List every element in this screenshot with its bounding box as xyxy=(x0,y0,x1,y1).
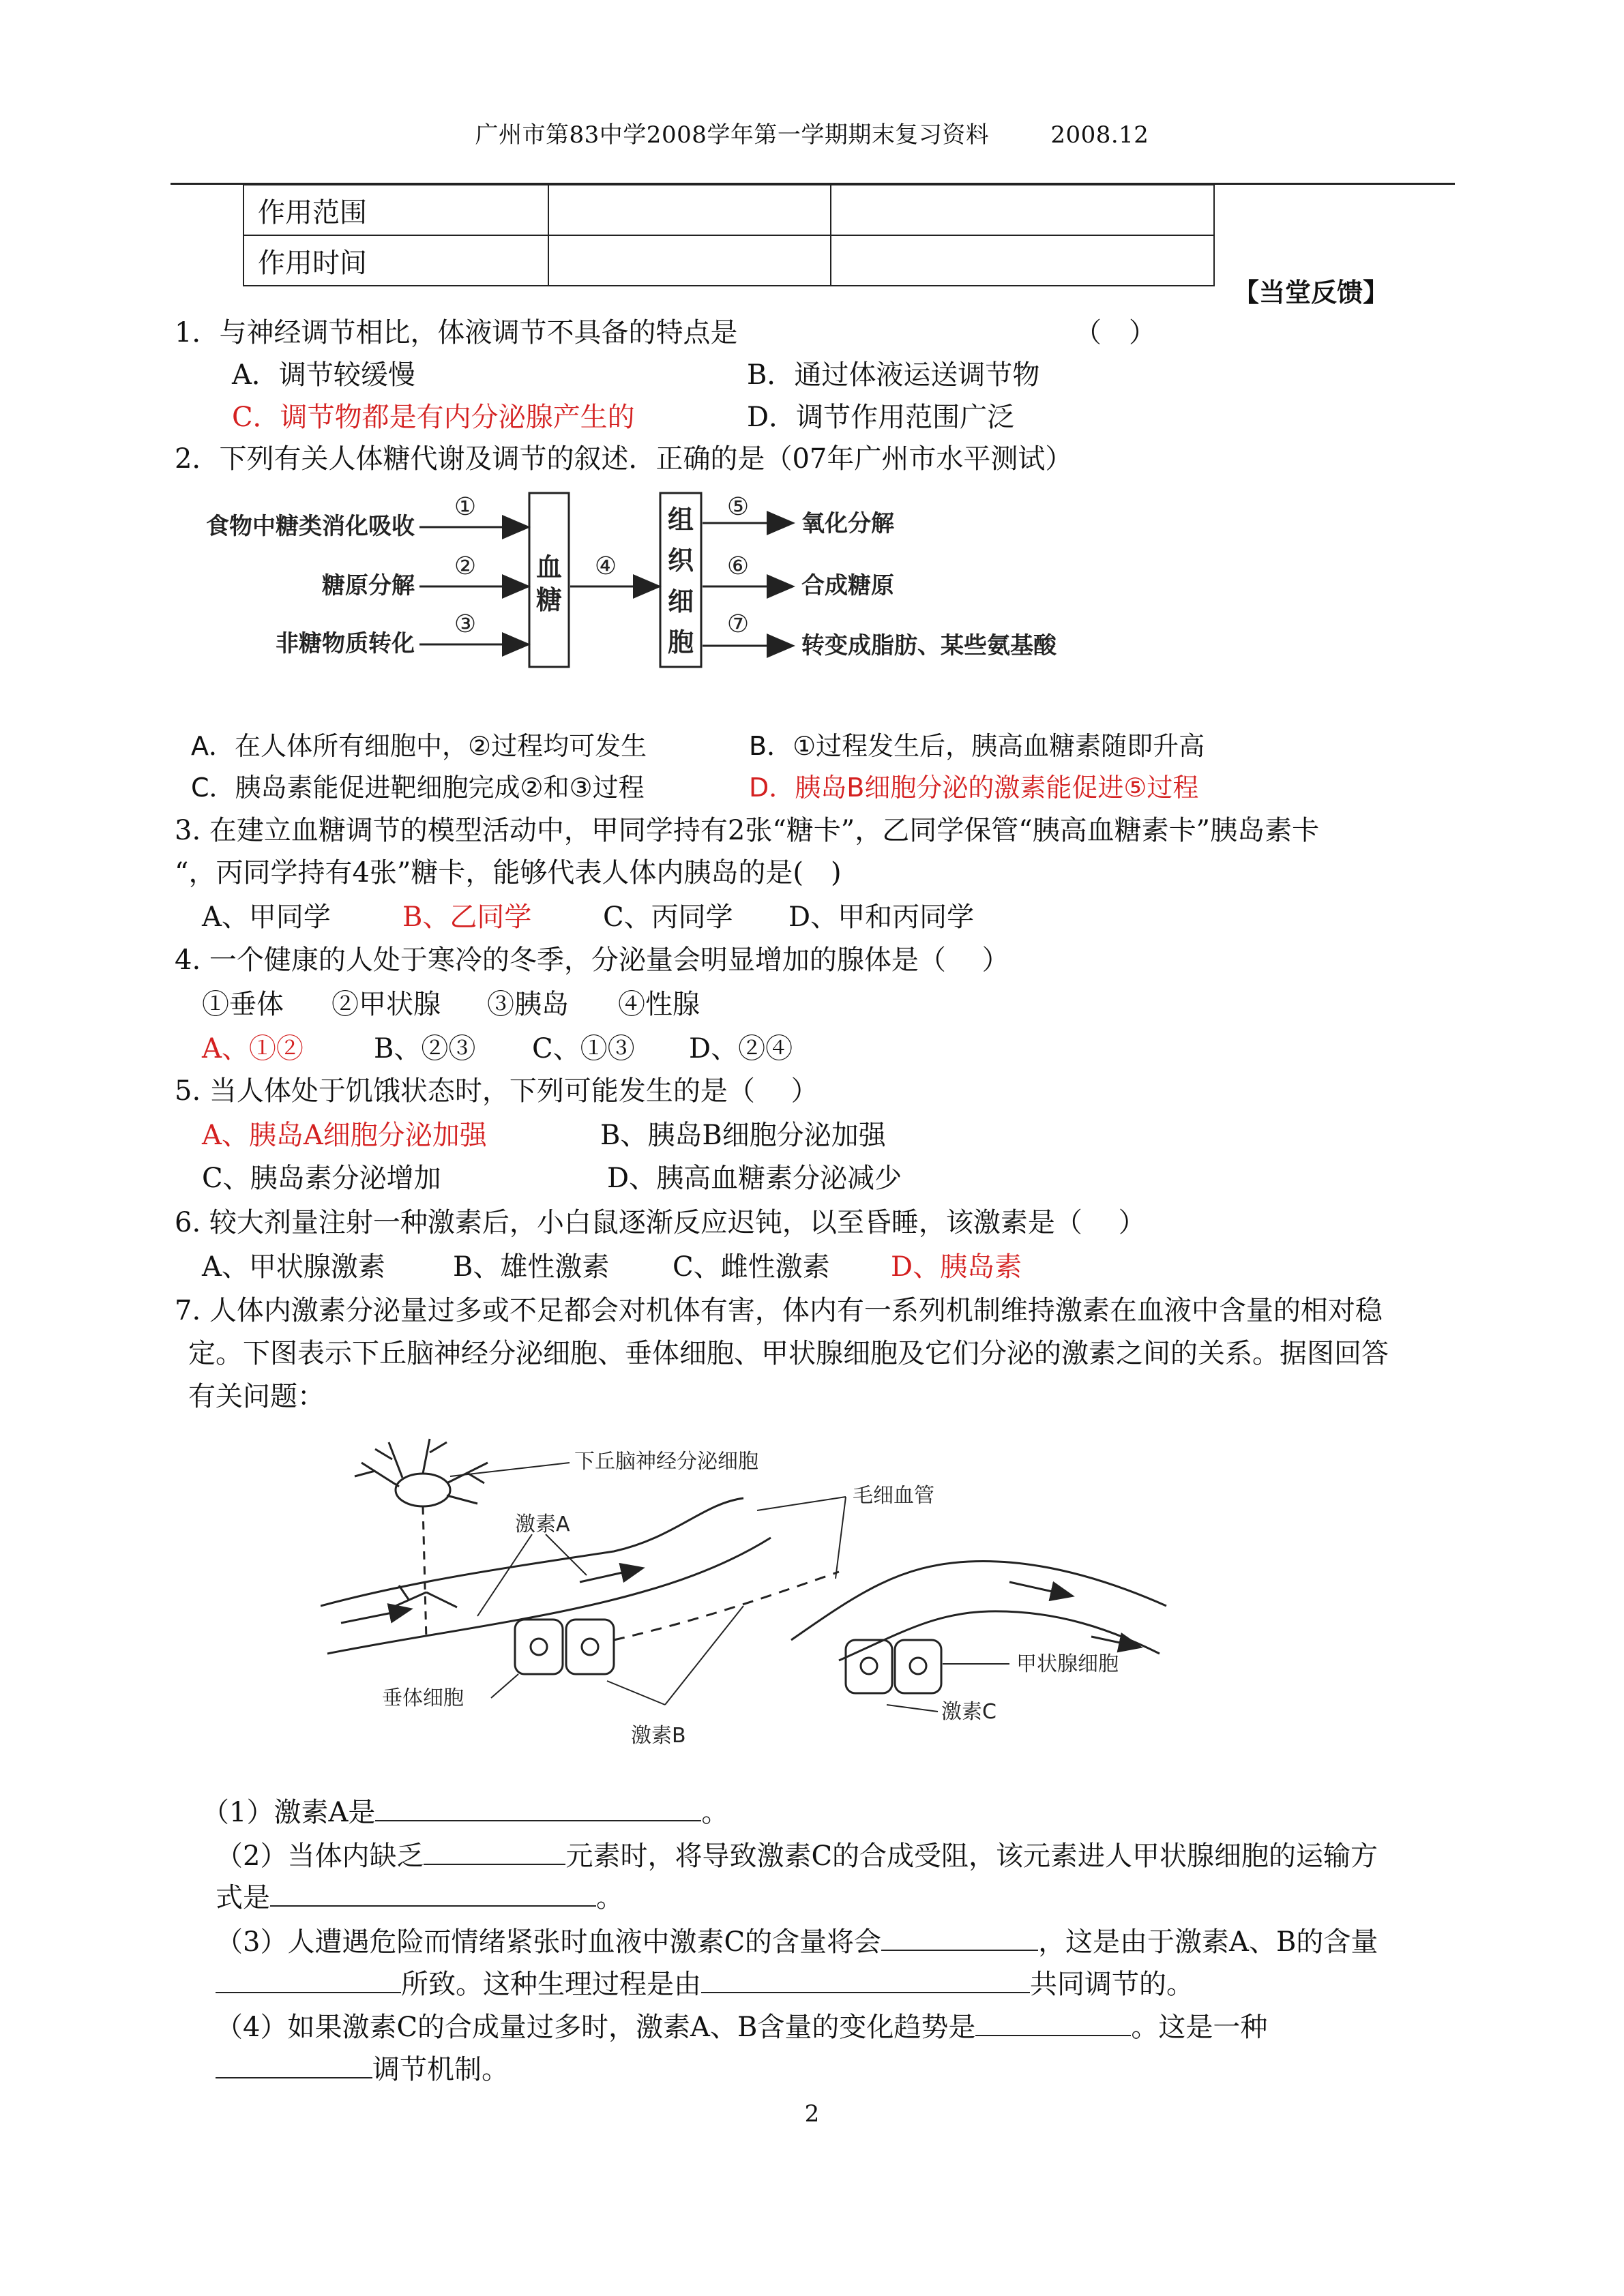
table-cell-label: 作用范围 xyxy=(243,185,548,235)
header-date: 2008.12 xyxy=(1050,121,1149,149)
q4-option-d: D、②④ xyxy=(689,1033,793,1064)
q6-option-b: B、雄性激素 xyxy=(453,1251,610,1283)
q5-stem: 5. 当人体处于饥饿状态时，下列可能发生的是（ ） xyxy=(175,1075,818,1107)
num-3: ③ xyxy=(454,610,477,638)
label-hypothalamus: 下丘脑神经分泌细胞 xyxy=(574,1450,758,1474)
page-number: 2 xyxy=(804,2100,820,2128)
answer-blank[interactable] xyxy=(424,1838,565,1865)
q7-sub2-text-a: （2）当体内缺乏 xyxy=(216,1840,424,1872)
answer-blank[interactable] xyxy=(701,1966,1030,1993)
q6-stem: 6. 较大剂量注射一种激素后，小白鼠逐渐反应迟钝，以至昏睡，该激素是（ ） xyxy=(175,1207,1146,1238)
q7-sub1-end: 。 xyxy=(701,1797,729,1828)
q1-stem: 1．与神经调节相比，体液调节不具备的特点是 xyxy=(175,317,738,348)
q7-sub4-text-b: 。这是一种 xyxy=(1131,2012,1268,2043)
q2-option-c: C．胰岛素能促进靶细胞完成②和③过程 xyxy=(191,773,645,803)
pituitary-cells xyxy=(515,1620,614,1674)
q4-item-3: ③胰岛 xyxy=(487,989,569,1020)
neuron-drawing xyxy=(355,1439,488,1640)
box2-char: 细 xyxy=(667,586,694,616)
output-conversion: 转变成脂肪、某些氨基酸 xyxy=(801,632,1057,659)
box2-char: 织 xyxy=(667,546,694,576)
q4-option-a: A、①② xyxy=(202,1033,304,1064)
q1-option-b: B．通过体液运送调节物 xyxy=(747,359,1040,391)
q7-sub3 xyxy=(216,1922,1378,1963)
q7-sub3-cont xyxy=(216,1964,1194,2005)
q3-stem-line2: “，丙同学持有4张”糖卡，能够代表人体内胰岛的是( ) xyxy=(175,857,842,889)
num-6: ⑥ xyxy=(726,552,750,580)
table-row xyxy=(243,185,1214,235)
q7-sub3-text-a: （3）人遭遇危险而情绪紧张时血液中激素C的含量将会 xyxy=(216,1926,882,1958)
q7-sub4 xyxy=(216,2007,1267,2048)
q7-sub4-text-c: 调节机制。 xyxy=(372,2054,509,2085)
q2-option-b: B．①过程发生后，胰高血糖素随即升高 xyxy=(749,731,1205,761)
answer-blank[interactable] xyxy=(270,1879,596,1907)
box2-char: 组 xyxy=(667,505,694,535)
table-cell-label: 作用时间 xyxy=(243,235,548,286)
q7-sub4-cont xyxy=(216,2049,509,2090)
comparison-table xyxy=(243,184,1215,286)
capillary-vessels xyxy=(321,1498,1166,1660)
q3-option-a: A、甲同学 xyxy=(202,901,331,933)
q4-item-2: ②甲状腺 xyxy=(331,989,441,1020)
q3-option-c: C、丙同学 xyxy=(603,901,733,933)
q7-sub2 xyxy=(216,1836,1378,1877)
q7-sub1-text: （1）激素A是 xyxy=(202,1797,376,1828)
q3-option-d: D、甲和丙同学 xyxy=(788,901,975,933)
q1-bracket: （ ） xyxy=(1074,317,1156,348)
q7-sub2-end: 。 xyxy=(596,1882,623,1913)
q7-sub3-text-b: ，这是由于激素A、B的含量 xyxy=(1038,1926,1378,1958)
q7-sub3-text-c: 所致。这种生理过程是由 xyxy=(401,1969,701,2000)
box1-char: 糖 xyxy=(535,585,563,615)
header-title: 广州市第83中学2008学年第一学期期末复习资料 xyxy=(475,121,990,149)
output-oxidation: 氧化分解 xyxy=(801,510,894,537)
q3-option-b: B、乙同学 xyxy=(402,901,532,933)
q2-option-a: A．在人体所有细胞中，②过程均可发生 xyxy=(191,731,647,761)
page-header xyxy=(0,116,1624,149)
q2-stem: 2．下列有关人体糖代谢及调节的叙述．正确的是（07年广州市水平测试） xyxy=(175,443,1073,475)
q4-option-c: C、①③ xyxy=(532,1033,635,1064)
source-gluconeogenesis: 非糖物质转化 xyxy=(276,630,415,657)
q2-option-d: D．胰岛B细胞分泌的激素能促进⑤过程 xyxy=(749,773,1199,803)
glucose-metabolism-diagram xyxy=(184,488,1071,672)
q5-option-b: B、胰岛B细胞分泌加强 xyxy=(600,1120,886,1151)
q7-sub4-text-a: （4）如果激素C的合成量过多时，激素A、B含量的变化趋势是 xyxy=(216,2012,976,2043)
q5-option-d: D、胰高血糖素分泌减少 xyxy=(607,1163,902,1194)
output-glycogen: 合成糖原 xyxy=(801,572,894,599)
box2-char: 胞 xyxy=(667,627,694,657)
q7-sub1 xyxy=(202,1792,728,1833)
q1-option-c: C．调节物都是有内分泌腺产生的 xyxy=(232,402,635,433)
q7-stem-line2: 定。下图表示下丘脑神经分泌细胞、垂体细胞、甲状腺细胞及它们分泌的激素之间的关系。据图回答 xyxy=(188,1338,1389,1369)
source-digestion: 食物中糖类消化吸收 xyxy=(206,513,415,540)
table-cell xyxy=(831,235,1214,286)
q3-stem-line1: 3. 在建立血糖调节的模型活动中，甲同学持有2张“糖卡”，乙同学保管“胰高血糖素卡”胰岛素卡 xyxy=(175,815,1320,846)
source-glycogenolysis: 糖原分解 xyxy=(322,572,415,599)
answer-blank[interactable] xyxy=(375,1794,701,1821)
answer-blank[interactable] xyxy=(216,1966,401,1993)
q7-sub3-text-d: 共同调节的。 xyxy=(1030,1969,1194,2000)
label-pituitary: 垂体细胞 xyxy=(382,1686,464,1710)
num-2: ② xyxy=(454,552,477,580)
table-cell xyxy=(831,185,1214,235)
q7-stem-line1: 7. 人体内激素分泌量过多或不足都会对机体有害，体内有一系列机制维持激素在血液中含量的相对稳 xyxy=(175,1295,1383,1326)
num-7: ⑦ xyxy=(726,610,750,638)
q4-item-1: ①垂体 xyxy=(202,989,284,1020)
feedback-title: 【当堂反馈】 xyxy=(1233,278,1389,308)
q1-option-d: D．调节作用范围广泛 xyxy=(747,402,1015,433)
q7-sub2-text-c: 式是 xyxy=(216,1882,270,1913)
answer-blank[interactable] xyxy=(881,1924,1038,1951)
box1-char: 血 xyxy=(535,552,563,582)
label-capillary: 毛细血管 xyxy=(853,1484,934,1508)
label-hormone-a: 激素A xyxy=(515,1512,570,1536)
q4-item-4: ④性腺 xyxy=(618,989,700,1020)
label-thyroid: 甲状腺细胞 xyxy=(1016,1652,1119,1676)
q1-option-a: A．调节较缓慢 xyxy=(232,359,415,391)
table-cell xyxy=(548,185,831,235)
q5-option-c: C、胰岛素分泌增加 xyxy=(202,1163,441,1194)
q4-stem: 4. 一个健康的人处于寒冷的冬季，分泌量会明显增加的腺体是（ ） xyxy=(175,944,1009,976)
q6-option-a: A、甲状腺激素 xyxy=(202,1251,385,1283)
q7-sub2-cont xyxy=(216,1877,623,1918)
answer-blank[interactable] xyxy=(975,2009,1131,2036)
q4-option-b: B、②③ xyxy=(374,1033,476,1064)
table-cell xyxy=(548,235,831,286)
q6-option-c: C、雌性激素 xyxy=(673,1251,830,1283)
table-row xyxy=(243,235,1214,286)
label-hormone-b: 激素B xyxy=(631,1724,686,1748)
answer-blank[interactable] xyxy=(216,2051,372,2078)
q6-option-d: D、胰岛素 xyxy=(891,1251,1022,1283)
hormone-regulation-diagram xyxy=(321,1435,1207,1756)
num-1: ① xyxy=(454,493,477,521)
q7-stem-line3: 有关问题： xyxy=(188,1381,325,1412)
num-4: ④ xyxy=(594,552,617,580)
q7-sub2-text-b: 元素时，将导致激素C的合成受阻，该元素进人甲状腺细胞的运输方 xyxy=(565,1840,1378,1872)
thyroid-cells xyxy=(846,1640,941,1693)
label-hormone-c: 激素C xyxy=(941,1700,996,1724)
num-5: ⑤ xyxy=(726,493,750,521)
q5-option-a: A、胰岛A细胞分泌加强 xyxy=(202,1120,487,1151)
